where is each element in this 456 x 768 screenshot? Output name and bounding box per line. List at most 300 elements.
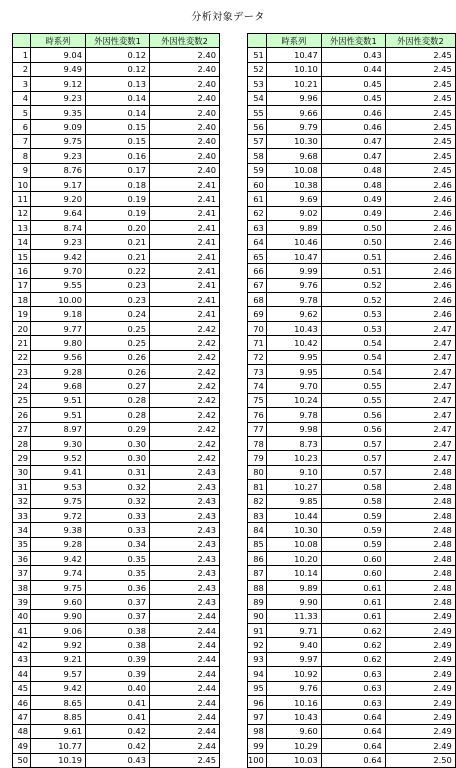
table-row: [248, 321, 456, 335]
table-row: [13, 278, 220, 292]
exog-var-2-value: 2.42: [150, 379, 220, 393]
time-series-value: 10.77: [31, 739, 86, 753]
exog-var-1-value: 0.57: [321, 436, 385, 450]
table-row: [248, 609, 456, 623]
exog-var-1-value: 0.28: [86, 408, 150, 422]
table-row: [13, 120, 220, 134]
time-series-value: 9.70: [266, 379, 321, 393]
row-index: 1: [13, 48, 31, 62]
time-series-value: 10.08: [266, 537, 321, 551]
row-index: 100: [248, 753, 267, 767]
exog-var-1-value: 0.26: [86, 350, 150, 364]
row-index: 56: [248, 120, 267, 134]
exog-var-1-value: 0.57: [321, 451, 385, 465]
table-row: [248, 77, 456, 91]
time-series-value: 10.43: [266, 321, 321, 335]
row-index: 24: [13, 379, 31, 393]
row-index: 49: [13, 739, 31, 753]
exog-var-2-value: 2.46: [385, 249, 455, 263]
table-row: [248, 221, 456, 235]
exog-var-2-value: 2.47: [385, 364, 455, 378]
exog-var-1-value: 0.59: [321, 537, 385, 551]
row-index: 84: [248, 523, 267, 537]
exog-var-1-value: 0.64: [321, 724, 385, 738]
exog-var-1-value: 0.30: [86, 451, 150, 465]
row-index: 3: [13, 77, 31, 91]
row-index: 87: [248, 566, 267, 580]
exog-var-1-value: 0.52: [321, 278, 385, 292]
row-index: 70: [248, 321, 267, 335]
exog-var-2-value: 2.49: [385, 739, 455, 753]
exog-var-1-value: 0.31: [86, 465, 150, 479]
table-row: [13, 408, 220, 422]
time-series-value: 10.10: [266, 62, 321, 76]
exog-var-2-value: 2.47: [385, 379, 455, 393]
exog-var-2-value: 2.44: [150, 739, 220, 753]
table-row: [13, 221, 220, 235]
row-index: 38: [13, 580, 31, 594]
exog-var-2-value: 2.49: [385, 624, 455, 638]
time-series-value: 9.72: [31, 508, 86, 522]
row-index: 79: [248, 451, 267, 465]
header-exog-var-1: 外因性変数1: [86, 34, 150, 48]
row-index: 12: [13, 206, 31, 220]
row-index: 23: [13, 364, 31, 378]
time-series-value: 10.44: [266, 508, 321, 522]
exog-var-1-value: 0.27: [86, 379, 150, 393]
header-time-series: 時系列: [266, 34, 321, 48]
table-row: [13, 393, 220, 407]
time-series-value: 9.17: [31, 177, 86, 191]
table-row: [248, 192, 456, 206]
exog-var-2-value: 2.43: [150, 508, 220, 522]
time-series-value: 9.60: [31, 595, 86, 609]
data-table-left: [12, 33, 220, 768]
time-series-value: 9.49: [31, 62, 86, 76]
exog-var-2-value: 2.47: [385, 350, 455, 364]
exog-var-2-value: 2.41: [150, 235, 220, 249]
exog-var-1-value: 0.44: [321, 62, 385, 76]
exog-var-2-value: 2.42: [150, 393, 220, 407]
exog-var-1-value: 0.42: [86, 739, 150, 753]
exog-var-1-value: 0.12: [86, 62, 150, 76]
exog-var-2-value: 2.48: [385, 566, 455, 580]
exog-var-2-value: 2.40: [150, 91, 220, 105]
exog-var-1-value: 0.14: [86, 91, 150, 105]
table-row: [13, 422, 220, 436]
table-row: [13, 681, 220, 695]
exog-var-2-value: 2.43: [150, 580, 220, 594]
table-row: [13, 624, 220, 638]
row-index: 88: [248, 580, 267, 594]
time-series-value: 9.76: [266, 278, 321, 292]
table-row: [13, 609, 220, 623]
exog-var-2-value: 2.47: [385, 436, 455, 450]
time-series-value: 9.64: [31, 206, 86, 220]
time-series-value: 9.75: [31, 580, 86, 594]
table-row: [13, 552, 220, 566]
table-row: [248, 235, 456, 249]
exog-var-1-value: 0.48: [321, 163, 385, 177]
exog-var-2-value: 2.43: [150, 494, 220, 508]
row-index: 11: [13, 192, 31, 206]
exog-var-2-value: 2.44: [150, 724, 220, 738]
exog-var-2-value: 2.40: [150, 105, 220, 119]
exog-var-1-value: 0.19: [86, 206, 150, 220]
row-index: 16: [13, 264, 31, 278]
exog-var-2-value: 2.41: [150, 264, 220, 278]
time-series-value: 9.74: [31, 566, 86, 580]
row-index: 53: [248, 77, 267, 91]
exog-var-2-value: 2.48: [385, 523, 455, 537]
time-series-value: 9.42: [31, 249, 86, 263]
row-index: 26: [13, 408, 31, 422]
header-index: [248, 34, 267, 48]
table-row: [248, 523, 456, 537]
exog-var-2-value: 2.46: [385, 278, 455, 292]
row-index: 64: [248, 235, 267, 249]
row-index: 32: [13, 494, 31, 508]
time-series-value: 9.80: [31, 336, 86, 350]
exog-var-1-value: 0.45: [321, 91, 385, 105]
time-series-value: 9.12: [31, 77, 86, 91]
exog-var-2-value: 2.45: [385, 120, 455, 134]
time-series-value: 8.65: [31, 695, 86, 709]
row-index: 62: [248, 206, 267, 220]
time-series-value: 9.35: [31, 105, 86, 119]
exog-var-2-value: 2.47: [385, 451, 455, 465]
time-series-value: 10.46: [266, 235, 321, 249]
row-index: 69: [248, 307, 267, 321]
time-series-value: 10.03: [266, 753, 321, 767]
table-row: [13, 494, 220, 508]
table-row: [248, 177, 456, 191]
exog-var-1-value: 0.39: [86, 667, 150, 681]
row-index: 51: [248, 48, 267, 62]
table-row: [13, 264, 220, 278]
header-exog-var-1: 外因性変数1: [321, 34, 385, 48]
exog-var-1-value: 0.63: [321, 695, 385, 709]
exog-var-2-value: 2.45: [385, 134, 455, 148]
table-row: [248, 739, 456, 753]
exog-var-1-value: 0.62: [321, 652, 385, 666]
exog-var-2-value: 2.48: [385, 537, 455, 551]
time-series-value: 11.33: [266, 609, 321, 623]
row-index: 29: [13, 451, 31, 465]
time-series-value: 9.42: [31, 552, 86, 566]
time-series-value: 9.69: [266, 192, 321, 206]
row-index: 74: [248, 379, 267, 393]
exog-var-2-value: 2.48: [385, 552, 455, 566]
exog-var-1-value: 0.63: [321, 681, 385, 695]
table-row: [248, 105, 456, 119]
exog-var-1-value: 0.57: [321, 465, 385, 479]
time-series-value: 10.29: [266, 739, 321, 753]
exog-var-1-value: 0.46: [321, 105, 385, 119]
row-index: 76: [248, 408, 267, 422]
table-row: [248, 436, 456, 450]
exog-var-2-value: 2.48: [385, 580, 455, 594]
exog-var-1-value: 0.32: [86, 480, 150, 494]
table-row: [13, 91, 220, 105]
exog-var-1-value: 0.53: [321, 307, 385, 321]
row-index: 89: [248, 595, 267, 609]
time-series-value: 10.14: [266, 566, 321, 580]
exog-var-1-value: 0.59: [321, 523, 385, 537]
time-series-value: 9.04: [31, 48, 86, 62]
time-series-value: 9.62: [266, 307, 321, 321]
exog-var-1-value: 0.43: [321, 48, 385, 62]
exog-var-1-value: 0.58: [321, 480, 385, 494]
table-row: [13, 508, 220, 522]
row-index: 36: [13, 552, 31, 566]
exog-var-1-value: 0.24: [86, 307, 150, 321]
row-index: 20: [13, 321, 31, 335]
table-row: [13, 537, 220, 551]
exog-var-2-value: 2.44: [150, 710, 220, 724]
exog-var-2-value: 2.47: [385, 422, 455, 436]
row-index: 60: [248, 177, 267, 191]
exog-var-1-value: 0.61: [321, 609, 385, 623]
table-row: [13, 62, 220, 76]
time-series-value: 9.76: [266, 681, 321, 695]
exog-var-1-value: 0.35: [86, 566, 150, 580]
exog-var-1-value: 0.42: [86, 724, 150, 738]
row-index: 37: [13, 566, 31, 580]
time-series-value: 8.85: [31, 710, 86, 724]
exog-var-1-value: 0.19: [86, 192, 150, 206]
table-row: [248, 566, 456, 580]
table-row: [248, 264, 456, 278]
time-series-value: 10.20: [266, 552, 321, 566]
table-row: [13, 451, 220, 465]
row-index: 99: [248, 739, 267, 753]
exog-var-1-value: 0.63: [321, 667, 385, 681]
table-row: [13, 480, 220, 494]
exog-var-1-value: 0.26: [86, 364, 150, 378]
table-row: [13, 364, 220, 378]
exog-var-1-value: 0.51: [321, 249, 385, 263]
row-index: 83: [248, 508, 267, 522]
exog-var-2-value: 2.46: [385, 192, 455, 206]
exog-var-2-value: 2.42: [150, 451, 220, 465]
time-series-value: 9.78: [266, 408, 321, 422]
table-row: [248, 149, 456, 163]
exog-var-1-value: 0.37: [86, 609, 150, 623]
table-row: [248, 278, 456, 292]
table-row: [13, 249, 220, 263]
exog-var-1-value: 0.40: [86, 681, 150, 695]
exog-var-2-value: 2.44: [150, 609, 220, 623]
exog-var-1-value: 0.32: [86, 494, 150, 508]
exog-var-2-value: 2.49: [385, 652, 455, 666]
exog-var-2-value: 2.44: [150, 638, 220, 652]
row-index: 90: [248, 609, 267, 623]
table-row: [248, 62, 456, 76]
row-index: 31: [13, 480, 31, 494]
row-index: 39: [13, 595, 31, 609]
time-series-value: 9.95: [266, 364, 321, 378]
exog-var-1-value: 0.34: [86, 537, 150, 551]
exog-var-1-value: 0.37: [86, 595, 150, 609]
page-title: 分析対象データ: [191, 12, 265, 23]
header-exog-var-2: 外因性変数2: [385, 34, 455, 48]
table-row: [13, 652, 220, 666]
table-row: [248, 163, 456, 177]
table-row: [248, 508, 456, 522]
row-index: 61: [248, 192, 267, 206]
table-row: [13, 307, 220, 321]
exog-var-2-value: 2.41: [150, 221, 220, 235]
row-index: 57: [248, 134, 267, 148]
exog-var-1-value: 0.48: [321, 177, 385, 191]
exog-var-2-value: 2.48: [385, 595, 455, 609]
exog-var-2-value: 2.46: [385, 221, 455, 235]
time-series-value: 10.30: [266, 523, 321, 537]
row-index: 19: [13, 307, 31, 321]
exog-var-2-value: 2.40: [150, 149, 220, 163]
exog-var-2-value: 2.42: [150, 364, 220, 378]
table-row: [248, 120, 456, 134]
row-index: 33: [13, 508, 31, 522]
exog-var-1-value: 0.51: [321, 264, 385, 278]
table-header-row: [13, 34, 220, 48]
time-series-value: 10.08: [266, 163, 321, 177]
exog-var-1-value: 0.54: [321, 336, 385, 350]
table-row: [248, 364, 456, 378]
row-index: 9: [13, 163, 31, 177]
table-row: [13, 105, 220, 119]
table-row: [248, 624, 456, 638]
exog-var-1-value: 0.60: [321, 566, 385, 580]
table-row: [248, 724, 456, 738]
table-row: [248, 638, 456, 652]
table-row: [13, 48, 220, 62]
table-row: [13, 350, 220, 364]
row-index: 73: [248, 364, 267, 378]
row-index: 72: [248, 350, 267, 364]
table-row: [13, 149, 220, 163]
exog-var-1-value: 0.47: [321, 149, 385, 163]
row-index: 67: [248, 278, 267, 292]
row-index: 7: [13, 134, 31, 148]
row-index: 44: [13, 667, 31, 681]
table-row: [13, 638, 220, 652]
exog-var-1-value: 0.53: [321, 321, 385, 335]
table-row: [248, 408, 456, 422]
time-series-value: 9.68: [266, 149, 321, 163]
exog-var-2-value: 2.42: [150, 436, 220, 450]
row-index: 80: [248, 465, 267, 479]
time-series-value: 9.61: [31, 724, 86, 738]
exog-var-1-value: 0.33: [86, 508, 150, 522]
table-row: [248, 451, 456, 465]
exog-var-2-value: 2.46: [385, 264, 455, 278]
exog-var-2-value: 2.45: [385, 62, 455, 76]
exog-var-2-value: 2.42: [150, 350, 220, 364]
row-index: 55: [248, 105, 267, 119]
exog-var-2-value: 2.40: [150, 134, 220, 148]
time-series-value: 9.92: [31, 638, 86, 652]
table-row: [248, 552, 456, 566]
time-series-value: 9.02: [266, 206, 321, 220]
table-row: [13, 595, 220, 609]
time-series-value: 10.30: [266, 134, 321, 148]
time-series-value: 8.74: [31, 221, 86, 235]
row-index: 78: [248, 436, 267, 450]
row-index: 75: [248, 393, 267, 407]
row-index: 27: [13, 422, 31, 436]
exog-var-1-value: 0.54: [321, 350, 385, 364]
time-series-value: 9.51: [31, 393, 86, 407]
table-row: [13, 710, 220, 724]
row-index: 81: [248, 480, 267, 494]
table-row: [13, 336, 220, 350]
row-index: 50: [13, 753, 31, 767]
header-time-series: 時系列: [31, 34, 86, 48]
exog-var-2-value: 2.46: [385, 293, 455, 307]
time-series-value: 9.71: [266, 624, 321, 638]
table-row: [248, 537, 456, 551]
row-index: 65: [248, 249, 267, 263]
table-row: [248, 336, 456, 350]
table-row: [13, 566, 220, 580]
time-series-value: 9.28: [31, 364, 86, 378]
table-row: [13, 77, 220, 91]
table-row: [13, 163, 220, 177]
row-index: 82: [248, 494, 267, 508]
table-row: [13, 206, 220, 220]
exog-var-1-value: 0.56: [321, 422, 385, 436]
exog-var-2-value: 2.45: [385, 105, 455, 119]
row-index: 6: [13, 120, 31, 134]
exog-var-2-value: 2.49: [385, 638, 455, 652]
exog-var-2-value: 2.44: [150, 652, 220, 666]
time-series-value: 9.53: [31, 480, 86, 494]
exog-var-2-value: 2.45: [150, 753, 220, 767]
table-row: [13, 724, 220, 738]
exog-var-1-value: 0.38: [86, 638, 150, 652]
exog-var-2-value: 2.49: [385, 609, 455, 623]
row-index: 85: [248, 537, 267, 551]
table-row: [248, 667, 456, 681]
table-row: [13, 436, 220, 450]
row-index: 35: [13, 537, 31, 551]
table-row: [248, 307, 456, 321]
exog-var-1-value: 0.41: [86, 695, 150, 709]
exog-var-2-value: 2.44: [150, 681, 220, 695]
time-series-value: 8.76: [31, 163, 86, 177]
row-index: 17: [13, 278, 31, 292]
table-row: [13, 134, 220, 148]
row-index: 45: [13, 681, 31, 695]
exog-var-2-value: 2.41: [150, 278, 220, 292]
exog-var-2-value: 2.40: [150, 163, 220, 177]
exog-var-2-value: 2.46: [385, 235, 455, 249]
exog-var-1-value: 0.23: [86, 293, 150, 307]
row-index: 86: [248, 552, 267, 566]
exog-var-1-value: 0.18: [86, 177, 150, 191]
time-series-value: 9.56: [31, 350, 86, 364]
exog-var-2-value: 2.43: [150, 523, 220, 537]
row-index: 59: [248, 163, 267, 177]
time-series-value: 9.28: [31, 537, 86, 551]
row-index: 28: [13, 436, 31, 450]
exog-var-2-value: 2.45: [385, 48, 455, 62]
table-row: [13, 580, 220, 594]
exog-var-1-value: 0.25: [86, 321, 150, 335]
exog-var-1-value: 0.64: [321, 753, 385, 767]
